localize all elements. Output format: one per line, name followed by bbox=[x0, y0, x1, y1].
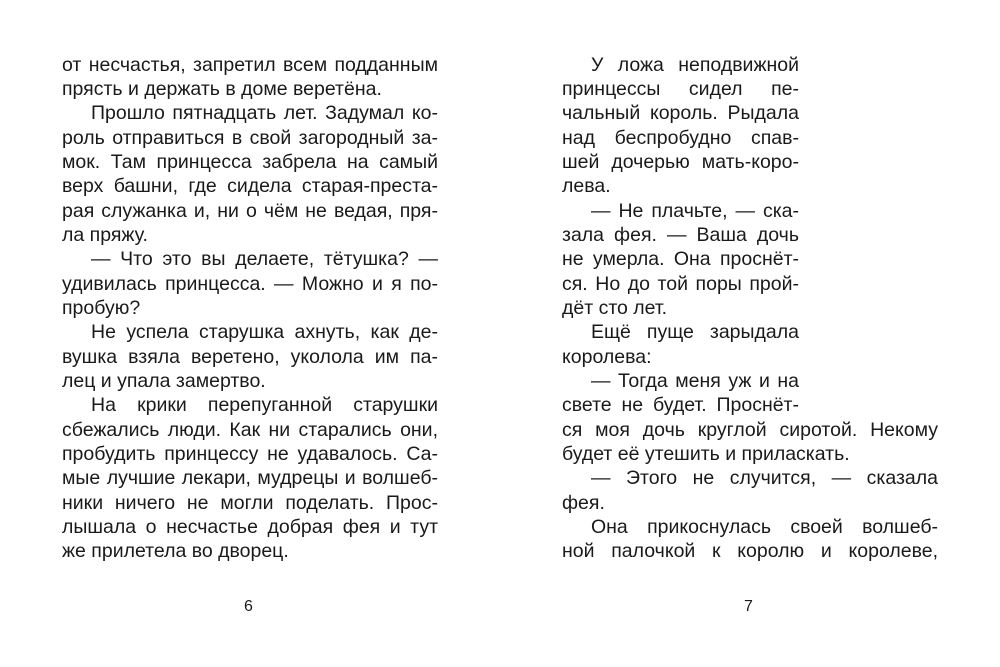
text-line: верх башни, где сидела старая-преста- bbox=[62, 175, 438, 197]
text-line: прясть и держать в доме веретёна. bbox=[62, 78, 382, 100]
text-line: зала фея. — Ваша дочь bbox=[562, 224, 799, 246]
text-line: удивилась принцесса. — Можно и я по- bbox=[62, 273, 438, 295]
text-line: мок. Там принцесса забрела на самый bbox=[62, 151, 438, 173]
page-number: 7 bbox=[744, 598, 753, 615]
text-line: ся. Но до той поры прой- bbox=[562, 273, 799, 295]
page-number: 6 bbox=[244, 598, 253, 615]
text-line: — Не плачьте, — ска- bbox=[591, 200, 799, 222]
text-line: пробую? bbox=[62, 297, 141, 319]
text-line: роль отправиться в свой загородный за- bbox=[62, 127, 438, 149]
text-line: — Тогда меня уж и на bbox=[591, 370, 799, 392]
text-line: — Этого не случится, — сказала bbox=[591, 467, 938, 489]
text-line: вушка взяла веретено, уколола им па- bbox=[62, 346, 438, 368]
text-line: лева. bbox=[562, 175, 611, 197]
text-line: У ложа неподвижной bbox=[591, 54, 799, 76]
text-line: пробудить принцессу не удавалось. Са- bbox=[62, 443, 438, 465]
text-line: сбежались люди. Как ни старались они, bbox=[62, 419, 438, 441]
text-line: же прилетела во дворец. bbox=[62, 540, 289, 562]
text-line: ники ничего не могли поделать. Прос- bbox=[62, 492, 438, 514]
text-line: ся моя дочь круглой сиротой. Некому bbox=[562, 419, 938, 441]
text-line: Не успела старушка ахнуть, как де- bbox=[91, 321, 438, 343]
text-line: не умерла. Она проснёт- bbox=[562, 248, 799, 270]
text-line: фея. bbox=[562, 492, 605, 514]
text-line: ла пряжу. bbox=[62, 224, 148, 246]
text-line: — Что это вы делаете, тётушка? — bbox=[91, 248, 438, 270]
text-line: шей дочерью мать-коро- bbox=[562, 151, 799, 173]
fairy-tale-illustration-icon bbox=[790, 0, 1000, 410]
text-line: свете не будет. Проснёт- bbox=[562, 394, 799, 416]
text-line: ной палочкой к королю и королеве, bbox=[562, 540, 938, 562]
text-line: будет её утешить и приласкать. bbox=[562, 443, 850, 465]
text-line: от несчастья, запретил всем подданным bbox=[62, 54, 438, 76]
text-line: королева: bbox=[562, 346, 652, 368]
text-line: Ещё пуще зарыдала bbox=[591, 321, 799, 343]
text-line: над беспробудно спав- bbox=[562, 127, 799, 149]
text-line: чальный король. Рыдала bbox=[562, 102, 799, 124]
text-line: На крики перепуганной старушки bbox=[91, 394, 438, 416]
text-line: лец и упала замертво. bbox=[62, 370, 266, 392]
text-line: мые лучшие лекари, мудрецы и волшеб- bbox=[62, 467, 438, 489]
text-line: Прошло пятнадцать лет. Задумал ко- bbox=[91, 102, 438, 124]
text-line: рая служанка и, ни о чём не ведая, пря- bbox=[62, 200, 438, 222]
text-line: дёт сто лет. bbox=[562, 297, 668, 319]
text-line: принцессы сидел пе- bbox=[562, 78, 799, 100]
text-line: Она прикоснулась своей волшеб- bbox=[591, 516, 938, 538]
text-line: лышала о несчастье добрая фея и тут bbox=[62, 516, 438, 538]
